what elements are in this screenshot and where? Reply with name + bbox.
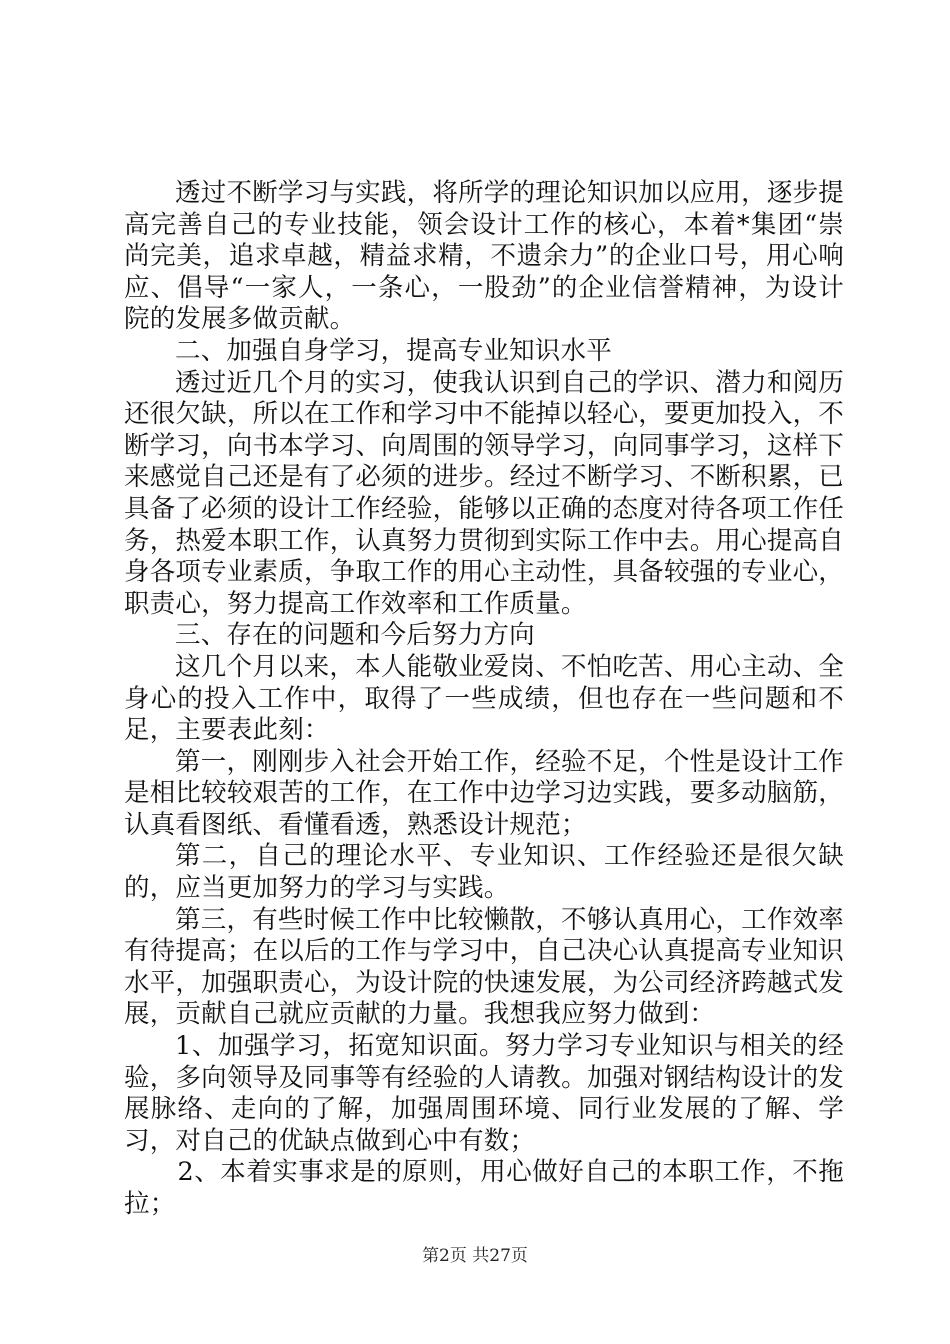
- paragraph-second: 第二，自己的理论水平、专业知识、工作经验还是很欠缺的，应当更加努力的学习与实践。: [124, 841, 844, 904]
- section-heading-2: 二、加强自身学习，提高专业知识水平: [175, 335, 612, 366]
- paragraph-study: 透过近几个月的实习，使我认识到自己的学识、潜力和阅历还很欠缺，所以在工作和学习中不能掉以轻心，要更加投入，不断学习，向书本学习、向周围的领导学习，向同事学习，这样下来感觉自己还是有了必须的进步。经过不断学习、不断积累，已具备了必须的设计工作经验，能够以正确的态度对待各项工作任务，热爱本职工作，认真努力贯彻到实际工作中去。用心提高自身各项专业素质，争取工作的用心主动性，具备较强的专业心，职责心，努力提高工作效率和工作质量。: [124, 367, 844, 619]
- paragraph-problems: 这几个月以来，本人能敬业爱岗、不怕吃苦、用心主动、全身心的投入工作中，取得了一些成绩，但也存在一些问题和不足，主要表此刻：: [124, 651, 844, 746]
- page-footer: 第2页 共27页: [422, 1246, 528, 1266]
- list-item-2: 2、本着实事求是的原则，用心做好自己的本职工作，不拖拉；: [124, 1157, 844, 1219]
- list-item-1: 1、加强学习，拓宽知识面。努力学习专业知识与相关的经验，多向领导及同事等有经验的人请教。加强对钢结构设计的发展脉络、走向的了解，加强周围环境、同行业发展的了解、学习，对自己的优缺点做到心中有数；: [124, 1031, 844, 1156]
- paragraph-third: 第三，有些时候工作中比较懒散，不够认真用心，工作效率有待提高；在以后的工作与学习中，自己决心认真提高专业知识水平，加强职责心，为设计院的快速发展，为公司经济跨越式发展，贡献自己就应贡献的力量。我想我应努力做到：: [124, 904, 844, 1030]
- document-body: [124, 178, 844, 1221]
- paragraph-first: 第一，刚刚步入社会开始工作，经验不足，个性是设计工作是相比较较艰苦的工作，在工作中边学习边实践，要多动脑筋，认真看图纸、看懂看透，熟悉设计规范；: [124, 746, 844, 840]
- paragraph-intro: 透过不断学习与实践，将所学的理论知识加以应用，逐步提高完善自己的专业技能，领会设计工作的核心，本着*集团“崇尚完美，追求卓越，精益求精，不遗余力”的企业口号，用心响应、倡导“一家人，一条心，一股劲”的企业信誉精神，为设计院的发展多做贡献。: [124, 178, 844, 335]
- section-heading-3: 三、存在的问题和今后努力方向: [175, 620, 535, 651]
